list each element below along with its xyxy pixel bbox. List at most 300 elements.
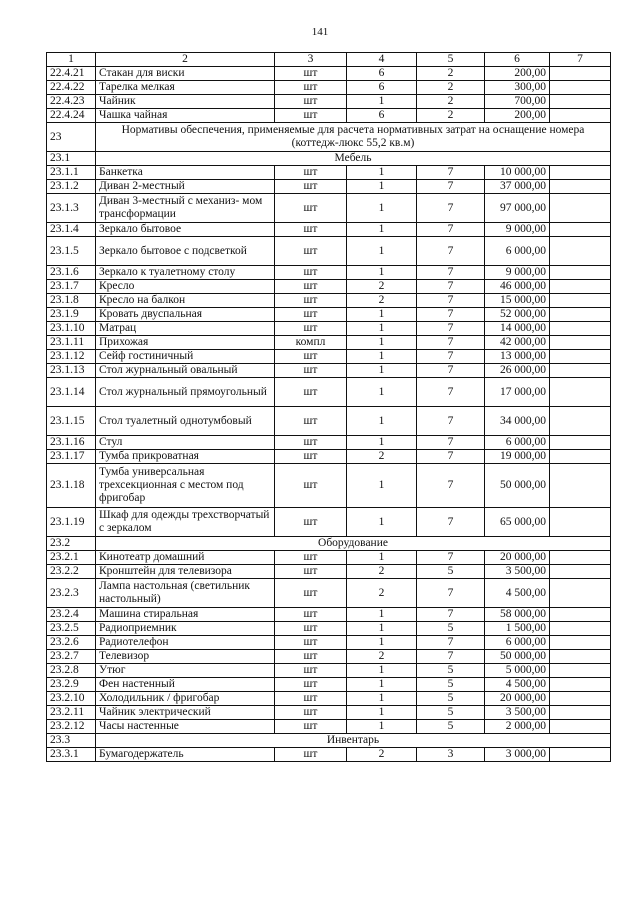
table-row (47, 692, 611, 706)
item-name: Зеркало к туалетному столу (96, 266, 275, 280)
service-life-cell: 3 (417, 748, 485, 762)
quantity-cell: 1 (347, 308, 417, 322)
item-name: Лампа настольная (светильник настольный) (96, 579, 275, 608)
empty-cell (550, 565, 611, 579)
item-name: Матрац (96, 322, 275, 336)
price-cell: 50 000,00 (485, 464, 550, 508)
row-number: 23.2.3 (47, 579, 96, 608)
quantity-cell: 1 (347, 407, 417, 436)
quantity-cell: 1 (347, 223, 417, 237)
price-cell: 46 000,00 (485, 280, 550, 294)
row-number: 23.3.1 (47, 748, 96, 762)
service-life-cell: 2 (417, 109, 485, 123)
quantity-cell: 2 (347, 280, 417, 294)
table-row (47, 308, 611, 322)
service-life-cell: 7 (417, 464, 485, 508)
empty-cell (550, 336, 611, 350)
price-cell: 20 000,00 (485, 551, 550, 565)
unit-cell: шт (275, 350, 347, 364)
unit-cell: шт (275, 692, 347, 706)
section-row (47, 123, 611, 152)
price-cell: 2 000,00 (485, 720, 550, 734)
row-number: 22.4.24 (47, 109, 96, 123)
table-row (47, 720, 611, 734)
empty-cell (550, 579, 611, 608)
service-life-cell: 7 (417, 336, 485, 350)
price-cell: 65 000,00 (485, 508, 550, 537)
price-cell: 700,00 (485, 95, 550, 109)
empty-cell (550, 551, 611, 565)
unit-cell: шт (275, 636, 347, 650)
empty-cell (550, 194, 611, 223)
item-name: Диван 3-местный с механиз- мом трансформации (96, 194, 275, 223)
item-name: Зеркало бытовое (96, 223, 275, 237)
service-life-cell: 2 (417, 81, 485, 95)
item-name: Стул (96, 436, 275, 450)
table-row (47, 378, 611, 407)
item-name: Кресло на балкон (96, 294, 275, 308)
price-cell: 19 000,00 (485, 450, 550, 464)
price-cell: 200,00 (485, 109, 550, 123)
unit-cell: шт (275, 223, 347, 237)
quantity-cell: 1 (347, 95, 417, 109)
table-row (47, 464, 611, 508)
quantity-cell: 1 (347, 436, 417, 450)
empty-cell (550, 294, 611, 308)
quantity-cell: 2 (347, 565, 417, 579)
service-life-cell: 7 (417, 450, 485, 464)
row-number: 23.2.12 (47, 720, 96, 734)
empty-cell (550, 748, 611, 762)
service-life-cell: 7 (417, 378, 485, 407)
table-row (47, 622, 611, 636)
row-number: 23.1.5 (47, 237, 96, 266)
row-number: 23.3 (47, 734, 96, 748)
service-life-cell: 7 (417, 650, 485, 664)
row-number: 23.1.1 (47, 166, 96, 180)
column-header: 3 (275, 53, 347, 67)
table-row (47, 407, 611, 436)
row-number: 23.1.14 (47, 378, 96, 407)
price-cell: 1 500,00 (485, 622, 550, 636)
empty-cell (550, 81, 611, 95)
service-life-cell: 2 (417, 67, 485, 81)
column-header: 7 (550, 53, 611, 67)
quantity-cell: 1 (347, 636, 417, 650)
quantity-cell: 1 (347, 464, 417, 508)
quantity-cell: 1 (347, 266, 417, 280)
unit-cell: шт (275, 720, 347, 734)
quantity-cell: 1 (347, 706, 417, 720)
item-name: Кронштейн для телевизора (96, 565, 275, 579)
unit-cell: компл (275, 336, 347, 350)
table-row (47, 322, 611, 336)
price-cell: 14 000,00 (485, 322, 550, 336)
empty-cell (550, 720, 611, 734)
empty-cell (550, 322, 611, 336)
unit-cell: шт (275, 109, 347, 123)
unit-cell: шт (275, 678, 347, 692)
empty-cell (550, 664, 611, 678)
row-number: 23.2.4 (47, 608, 96, 622)
item-name: Прихожая (96, 336, 275, 350)
row-number: 23.1.9 (47, 308, 96, 322)
item-name: Стол журнальный овальный (96, 364, 275, 378)
empty-cell (550, 464, 611, 508)
unit-cell: шт (275, 464, 347, 508)
quantity-cell: 1 (347, 180, 417, 194)
item-name: Стол журнальный прямоугольный (96, 378, 275, 407)
quantity-cell: 1 (347, 166, 417, 180)
row-number: 23.1.6 (47, 266, 96, 280)
service-life-cell: 7 (417, 266, 485, 280)
row-number: 23.1.15 (47, 407, 96, 436)
price-cell: 9 000,00 (485, 266, 550, 280)
table-row (47, 280, 611, 294)
item-name: Фен настенный (96, 678, 275, 692)
item-name: Утюг (96, 664, 275, 678)
unit-cell: шт (275, 622, 347, 636)
quantity-cell: 1 (347, 237, 417, 266)
quantity-cell: 6 (347, 109, 417, 123)
quantity-cell: 1 (347, 508, 417, 537)
quantity-cell: 1 (347, 350, 417, 364)
table-row (47, 194, 611, 223)
unit-cell: шт (275, 194, 347, 223)
unit-cell: шт (275, 308, 347, 322)
price-cell: 3 500,00 (485, 706, 550, 720)
table-row (47, 180, 611, 194)
row-number: 23.1.18 (47, 464, 96, 508)
norms-table (46, 52, 611, 762)
row-number: 23 (47, 123, 96, 152)
empty-cell (550, 636, 611, 650)
quantity-cell: 2 (347, 650, 417, 664)
price-cell: 3 500,00 (485, 565, 550, 579)
row-number: 23.1.12 (47, 350, 96, 364)
empty-cell (550, 350, 611, 364)
empty-cell (550, 280, 611, 294)
column-header: 2 (96, 53, 275, 67)
row-number: 23.2.10 (47, 692, 96, 706)
price-cell: 300,00 (485, 81, 550, 95)
service-life-cell: 7 (417, 407, 485, 436)
section-title: Мебель (96, 152, 611, 166)
empty-cell (550, 364, 611, 378)
section-row (47, 152, 611, 166)
row-number: 23.1.19 (47, 508, 96, 537)
price-cell: 200,00 (485, 67, 550, 81)
item-name: Стакан для виски (96, 67, 275, 81)
quantity-cell: 1 (347, 692, 417, 706)
row-number: 23.1.4 (47, 223, 96, 237)
empty-cell (550, 308, 611, 322)
row-number: 22.4.23 (47, 95, 96, 109)
row-number: 23.1.7 (47, 280, 96, 294)
quantity-cell: 1 (347, 720, 417, 734)
item-name: Радиоприемник (96, 622, 275, 636)
unit-cell: шт (275, 378, 347, 407)
item-name: Тумба универсальная трехсекционная с местом под фригобар (96, 464, 275, 508)
column-number-row (47, 53, 611, 67)
table-row (47, 350, 611, 364)
empty-cell (550, 650, 611, 664)
service-life-cell: 7 (417, 436, 485, 450)
unit-cell: шт (275, 664, 347, 678)
service-life-cell: 7 (417, 194, 485, 223)
quantity-cell: 2 (347, 748, 417, 762)
table-row (47, 436, 611, 450)
price-cell: 34 000,00 (485, 407, 550, 436)
price-cell: 17 000,00 (485, 378, 550, 407)
service-life-cell: 5 (417, 664, 485, 678)
row-number: 23.2.6 (47, 636, 96, 650)
section-title: Оборудование (96, 537, 611, 551)
service-life-cell: 5 (417, 678, 485, 692)
price-cell: 6 000,00 (485, 436, 550, 450)
price-cell: 4 500,00 (485, 678, 550, 692)
service-life-cell: 7 (417, 237, 485, 266)
quantity-cell: 1 (347, 678, 417, 692)
row-number: 23.2.2 (47, 565, 96, 579)
item-name: Тумба прикроватная (96, 450, 275, 464)
service-life-cell: 7 (417, 551, 485, 565)
row-number: 23.1.3 (47, 194, 96, 223)
table-row (47, 636, 611, 650)
row-number: 23.1.8 (47, 294, 96, 308)
quantity-cell: 2 (347, 450, 417, 464)
table-row (47, 508, 611, 537)
empty-cell (550, 450, 611, 464)
service-life-cell: 5 (417, 622, 485, 636)
empty-cell (550, 378, 611, 407)
price-cell: 10 000,00 (485, 166, 550, 180)
unit-cell: шт (275, 650, 347, 664)
service-life-cell: 5 (417, 692, 485, 706)
table-row (47, 223, 611, 237)
price-cell: 3 000,00 (485, 748, 550, 762)
empty-cell (550, 166, 611, 180)
table-row (47, 364, 611, 378)
row-number: 23.2 (47, 537, 96, 551)
empty-cell (550, 407, 611, 436)
row-number: 23.1.16 (47, 436, 96, 450)
service-life-cell: 7 (417, 350, 485, 364)
item-name: Зеркало бытовое с подсветкой (96, 237, 275, 266)
item-name: Бумагодержатель (96, 748, 275, 762)
service-life-cell: 5 (417, 706, 485, 720)
empty-cell (550, 678, 611, 692)
row-number: 23.1.17 (47, 450, 96, 464)
empty-cell (550, 266, 611, 280)
quantity-cell: 1 (347, 364, 417, 378)
column-header: 5 (417, 53, 485, 67)
quantity-cell: 1 (347, 608, 417, 622)
section-title: Инвентарь (96, 734, 611, 748)
table-row (47, 109, 611, 123)
price-cell: 6 000,00 (485, 636, 550, 650)
empty-cell (550, 67, 611, 81)
quantity-cell: 1 (347, 378, 417, 407)
row-number: 23.1.2 (47, 180, 96, 194)
empty-cell (550, 706, 611, 720)
unit-cell: шт (275, 551, 347, 565)
item-name: Стол туалетный однотумбовый (96, 407, 275, 436)
row-number: 22.4.21 (47, 67, 96, 81)
table-row (47, 608, 611, 622)
service-life-cell: 7 (417, 364, 485, 378)
unit-cell: шт (275, 322, 347, 336)
service-life-cell: 7 (417, 223, 485, 237)
empty-cell (550, 692, 611, 706)
quantity-cell: 2 (347, 579, 417, 608)
service-life-cell: 7 (417, 636, 485, 650)
item-name: Холодильник / фригобар (96, 692, 275, 706)
table-row (47, 166, 611, 180)
price-cell: 13 000,00 (485, 350, 550, 364)
item-name: Машина стиральная (96, 608, 275, 622)
item-name: Сейф гостиничный (96, 350, 275, 364)
unit-cell: шт (275, 67, 347, 81)
price-cell: 20 000,00 (485, 692, 550, 706)
unit-cell: шт (275, 364, 347, 378)
row-number: 23.2.11 (47, 706, 96, 720)
row-number: 23.2.5 (47, 622, 96, 636)
column-header: 1 (47, 53, 96, 67)
empty-cell (550, 436, 611, 450)
service-life-cell: 7 (417, 294, 485, 308)
row-number: 22.4.22 (47, 81, 96, 95)
table-row (47, 664, 611, 678)
empty-cell (550, 508, 611, 537)
section-row (47, 734, 611, 748)
item-name: Чайник (96, 95, 275, 109)
unit-cell: шт (275, 180, 347, 194)
unit-cell: шт (275, 748, 347, 762)
quantity-cell: 1 (347, 664, 417, 678)
section-row (47, 537, 611, 551)
price-cell: 15 000,00 (485, 294, 550, 308)
price-cell: 26 000,00 (485, 364, 550, 378)
item-name: Тарелка мелкая (96, 81, 275, 95)
service-life-cell: 7 (417, 322, 485, 336)
row-number: 23.2.8 (47, 664, 96, 678)
unit-cell: шт (275, 450, 347, 464)
item-name: Чайник электрический (96, 706, 275, 720)
empty-cell (550, 622, 611, 636)
unit-cell: шт (275, 565, 347, 579)
quantity-cell: 1 (347, 194, 417, 223)
table-row (47, 706, 611, 720)
service-life-cell: 7 (417, 579, 485, 608)
empty-cell (550, 237, 611, 266)
price-cell: 42 000,00 (485, 336, 550, 350)
table-row (47, 650, 611, 664)
price-cell: 58 000,00 (485, 608, 550, 622)
item-name: Кровать двуспальная (96, 308, 275, 322)
table-row (47, 237, 611, 266)
item-name: Шкаф для одежды трехстворчатый с зеркалом (96, 508, 275, 537)
service-life-cell: 7 (417, 508, 485, 537)
item-name: Диван 2-местный (96, 180, 275, 194)
table-row (47, 81, 611, 95)
item-name: Кресло (96, 280, 275, 294)
unit-cell: шт (275, 166, 347, 180)
table-row (47, 551, 611, 565)
service-life-cell: 5 (417, 565, 485, 579)
service-life-cell: 7 (417, 166, 485, 180)
empty-cell (550, 608, 611, 622)
unit-cell: шт (275, 706, 347, 720)
service-life-cell: 7 (417, 180, 485, 194)
column-header: 4 (347, 53, 417, 67)
empty-cell (550, 95, 611, 109)
quantity-cell: 1 (347, 551, 417, 565)
table-row (47, 67, 611, 81)
item-name: Кинотеатр домашний (96, 551, 275, 565)
service-life-cell: 7 (417, 608, 485, 622)
table-row (47, 748, 611, 762)
quantity-cell: 1 (347, 336, 417, 350)
row-number: 23.1 (47, 152, 96, 166)
item-name: Чашка чайная (96, 109, 275, 123)
quantity-cell: 6 (347, 81, 417, 95)
unit-cell: шт (275, 608, 347, 622)
unit-cell: шт (275, 266, 347, 280)
service-life-cell: 7 (417, 308, 485, 322)
row-number: 23.1.11 (47, 336, 96, 350)
quantity-cell: 1 (347, 622, 417, 636)
column-header: 6 (485, 53, 550, 67)
table-row (47, 336, 611, 350)
row-number: 23.2.9 (47, 678, 96, 692)
row-number: 23.1.10 (47, 322, 96, 336)
empty-cell (550, 223, 611, 237)
unit-cell: шт (275, 294, 347, 308)
item-name: Банкетка (96, 166, 275, 180)
unit-cell: шт (275, 280, 347, 294)
row-number: 23.2.7 (47, 650, 96, 664)
price-cell: 97 000,00 (485, 194, 550, 223)
unit-cell: шт (275, 579, 347, 608)
service-life-cell: 2 (417, 95, 485, 109)
price-cell: 52 000,00 (485, 308, 550, 322)
table-row (47, 294, 611, 308)
service-life-cell: 5 (417, 720, 485, 734)
section-title: Нормативы обеспечения, применяемые для расчета нормативных затрат на оснащение номера (коттедж-люкс 55,2 кв.м) (96, 123, 611, 152)
page-number: 141 (311, 26, 329, 38)
item-name: Радиотелефон (96, 636, 275, 650)
unit-cell: шт (275, 508, 347, 537)
table-row (47, 450, 611, 464)
price-cell: 5 000,00 (485, 664, 550, 678)
empty-cell (550, 180, 611, 194)
price-cell: 6 000,00 (485, 237, 550, 266)
row-number: 23.2.1 (47, 551, 96, 565)
table-row (47, 565, 611, 579)
table-row (47, 266, 611, 280)
item-name: Часы настенные (96, 720, 275, 734)
item-name: Телевизор (96, 650, 275, 664)
price-cell: 4 500,00 (485, 579, 550, 608)
empty-cell (550, 109, 611, 123)
unit-cell: шт (275, 237, 347, 266)
quantity-cell: 6 (347, 67, 417, 81)
quantity-cell: 2 (347, 294, 417, 308)
price-cell: 9 000,00 (485, 223, 550, 237)
unit-cell: шт (275, 95, 347, 109)
quantity-cell: 1 (347, 322, 417, 336)
